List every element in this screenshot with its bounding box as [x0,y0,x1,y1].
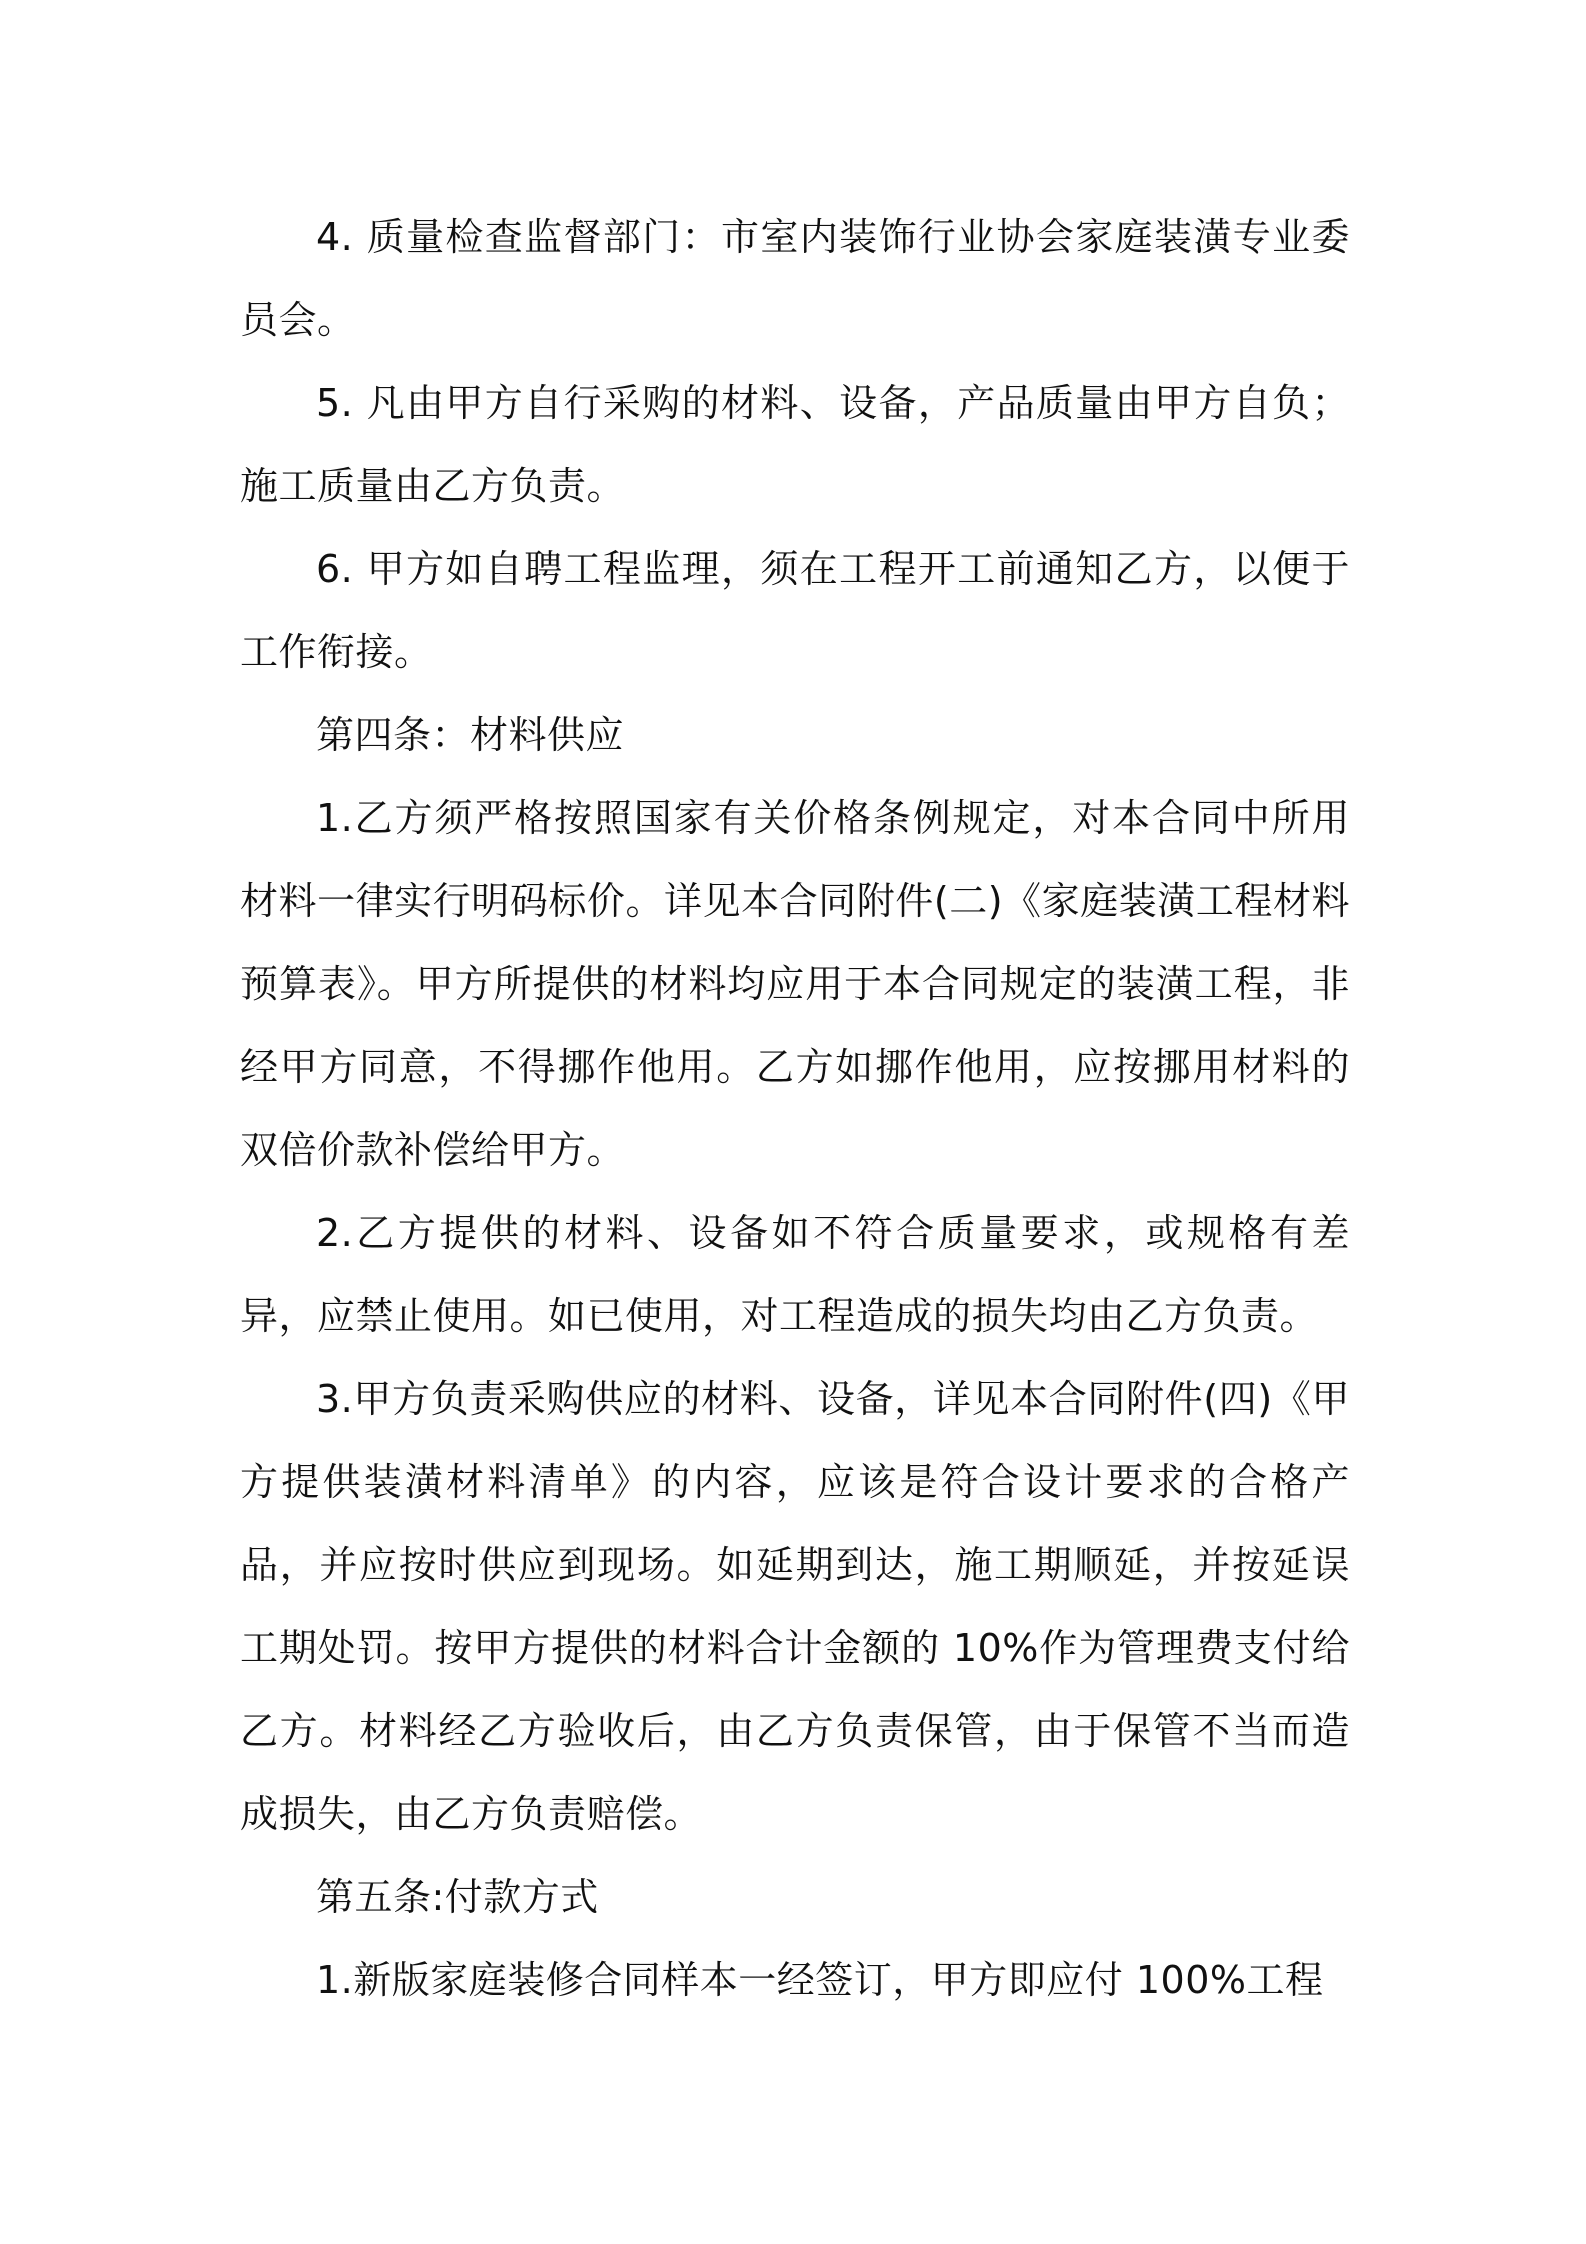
paragraph-owner-supplied-materials: 3.甲方负责采购供应的材料、设备，详见本合同附件(四)《甲方提供装潢材料清单》的内容，应该是符合设计要求的合格产品，并应按时供应到现场。如延期到达，施工期顺延，并按延误工期处罚。按甲方提供的材料合计金额的 10%作为管理费支付给乙方。材料经乙方验收后，由乙方负责保管，由于保管不当而造成损失，由乙方负责赔偿。 [240,1377,1350,1836]
paragraph-material-quality: 2.乙方提供的材料、设备如不符合质量要求，或规格有差异，应禁止使用。如已使用，对工程造成的损失均由乙方负责。 [240,1211,1350,1338]
paragraph-payment-terms: 1.新版家庭装修合同样本一经签订，甲方即应付 100%工程 [316,1958,1324,2002]
document-body [240,196,1350,2022]
paragraph-self-purchased-materials: 5. 凡由甲方自行采购的材料、设备，产品质量由甲方自负；施工质量由乙方负责。 [240,381,1350,508]
paragraph-quality-inspection-dept: 4. 质量检查监督部门：市室内装饰行业协会家庭装潢专业委员会。 [240,215,1350,342]
section-heading-payment-method: 第五条:付款方式 [316,1875,599,1919]
section-heading-material-supply: 第四条：材料供应 [316,713,625,757]
paragraph-material-pricing: 1.乙方须严格按照国家有关价格条例规定，对本合同中所用材料一律实行明码标价。详见本合同附件(二)《家庭装潢工程材料预算表》。甲方所提供的材料均应用于本合同规定的装潢工程，非经甲方同意，不得挪作他用。乙方如挪作他用，应按挪用材料的双倍价款补偿给甲方。 [240,796,1350,1172]
paragraph-engineering-supervisor: 6. 甲方如自聘工程监理，须在工程开工前通知乙方，以便于工作衔接。 [240,547,1350,674]
